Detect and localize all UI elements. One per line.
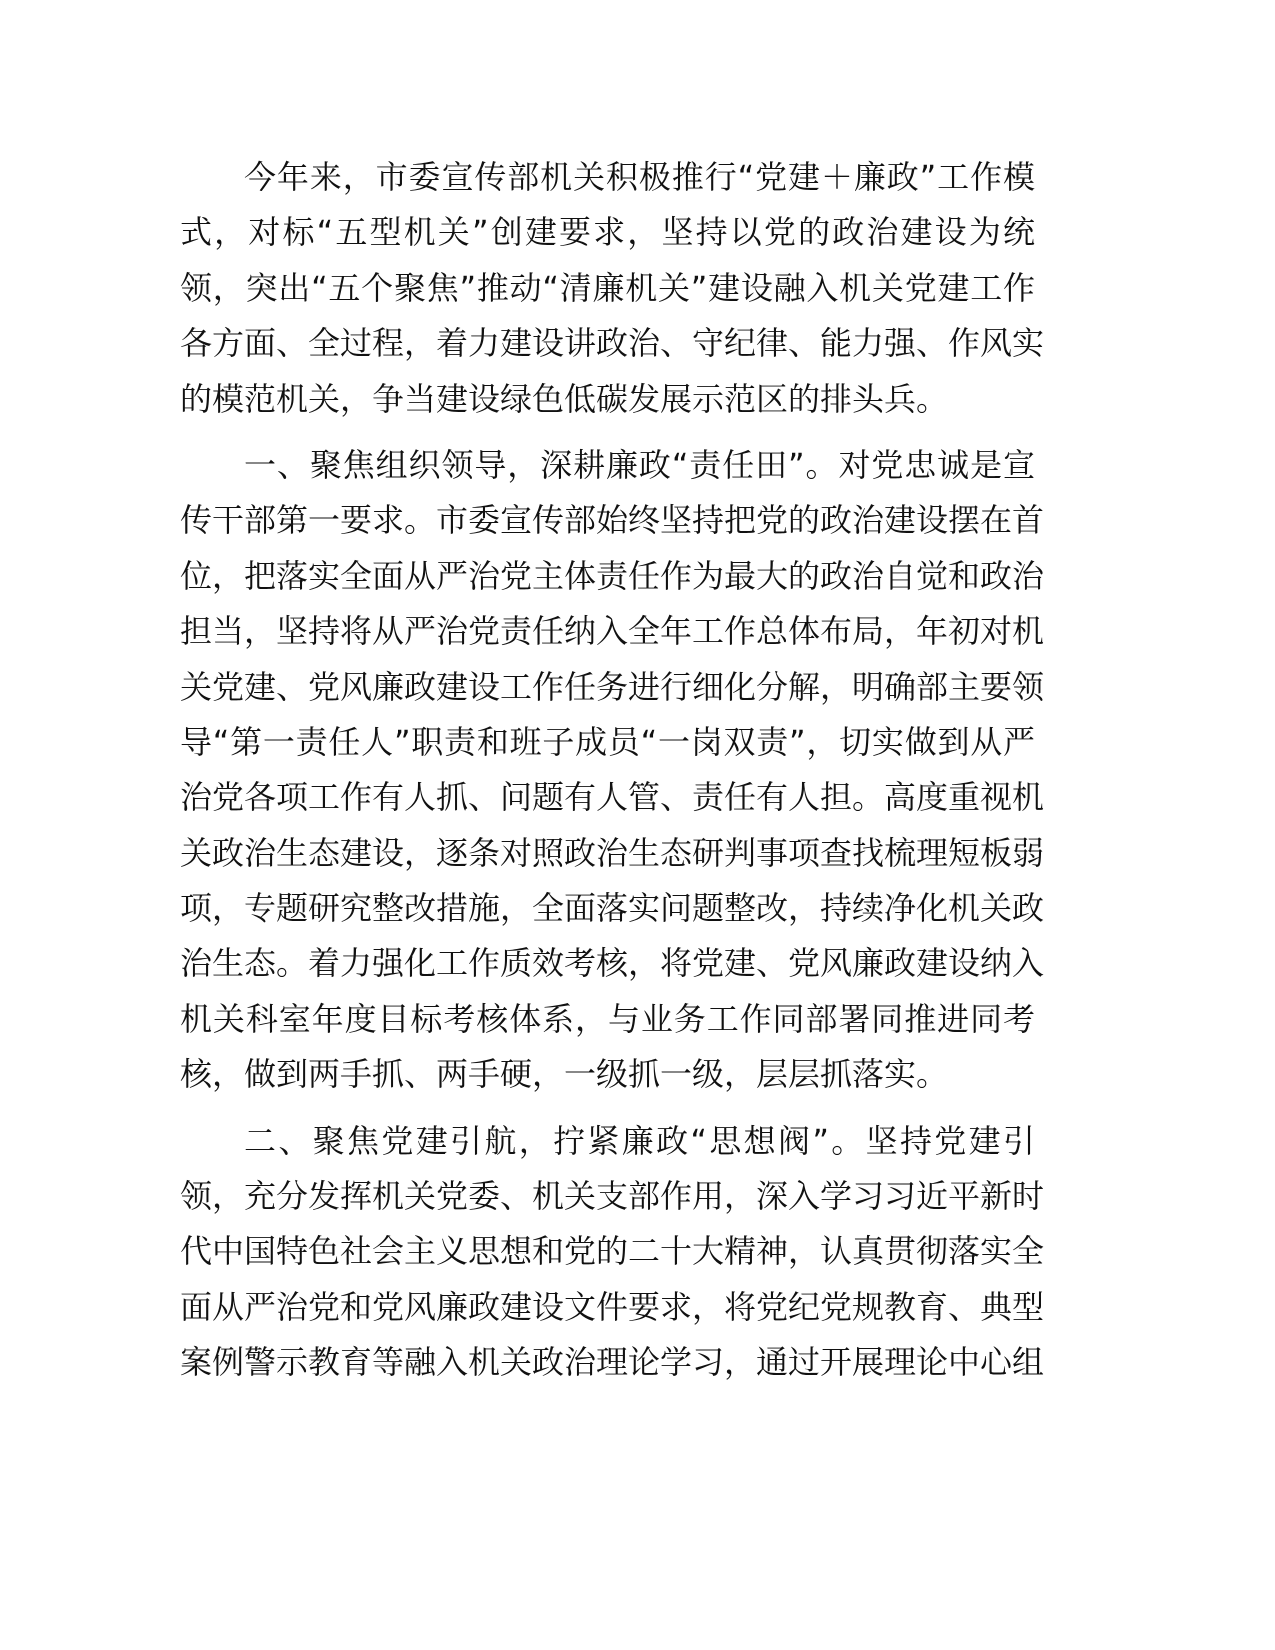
text-line: 担当，坚持将从严治党责任纳入全年工作总体布局，年初对机 [180, 612, 1045, 651]
paragraph [180, 438, 1045, 1103]
text-line: 传干部第一要求。市委宣传部始终坚持把党的政治建设摆在首 [180, 501, 1045, 540]
paragraph [180, 150, 1045, 427]
document-page [180, 150, 1045, 1402]
text-line: 机关科室年度目标考核体系，与业务工作同部署同推进同考 [180, 999, 1035, 1038]
text-line: 式，对标“五型机关”创建要求，坚持以党的政治建设为统 [180, 213, 1035, 252]
text-line: 治生态。着力强化工作质效考核，将党建、党风廉政建设纳入 [180, 944, 1045, 983]
text-line: 面从严治党和党风廉政建设文件要求，将党纪党规教育、典型 [180, 1287, 1045, 1326]
text-line: 治党各项工作有人抓、问题有人管、责任有人担。高度重视机 [180, 778, 1045, 817]
text-line: 位，把落实全面从严治党主体责任作为最大的政治自觉和政治 [180, 556, 1045, 595]
paragraph [180, 1114, 1045, 1391]
text-line: 导“第一责任人”职责和班子成员“一岗双责”，切实做到从严 [180, 722, 1035, 761]
text-line: 代中国特色社会主义思想和党的二十大精神，认真贯彻落实全 [180, 1232, 1045, 1271]
text-line: 项，专题研究整改措施，全面落实问题整改，持续净化机关政 [180, 889, 1045, 928]
text-line: 领，突出“五个聚焦”推动“清廉机关”建设融入机关党建工作 [180, 268, 1035, 307]
text-line: 二、聚焦党建引航，拧紧廉政“思想阀”。坚持党建引 [244, 1121, 1035, 1160]
text-line: 关政治生态建设，逐条对照政治生态研判事项查找梳理短板弱 [180, 833, 1045, 872]
text-line: 今年来，市委宣传部机关积极推行“党建＋廉政”工作模 [244, 158, 1035, 196]
text-line: 核，做到两手抓、两手硬，一级抓一级，层层抓落实。 [180, 1055, 949, 1094]
text-line: 关党建、党风廉政建设工作任务进行细化分解，明确部主要领 [180, 667, 1045, 706]
text-line: 领，充分发挥机关党委、机关支部作用，深入学习习近平新时 [180, 1177, 1045, 1216]
text-line: 一、聚焦组织领导，深耕廉政“责任田”。对党忠诚是宣 [244, 445, 1035, 484]
text-line: 的模范机关，争当建设绿色低碳发展示范区的排头兵。 [180, 379, 949, 418]
text-line: 各方面、全过程，着力建设讲政治、守纪律、能力强、作风实 [180, 324, 1045, 363]
text-line: 案例警示教育等融入机关政治理论学习，通过开展理论中心组 [180, 1343, 1045, 1382]
